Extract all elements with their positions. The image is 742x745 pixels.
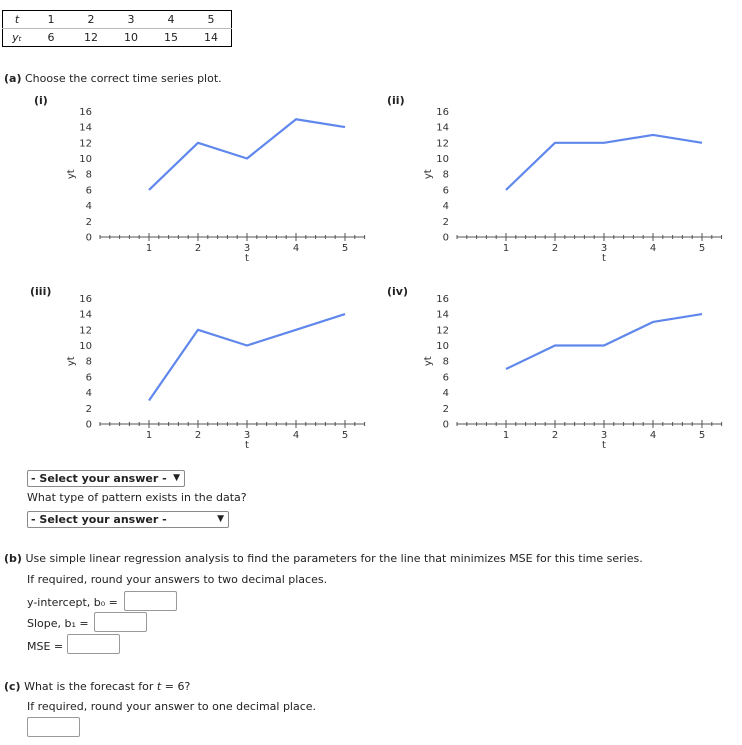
y-tick-label: 10	[79, 341, 92, 352]
slope-label: Slope, b₁ =	[27, 617, 89, 630]
table-cell: 15	[164, 31, 178, 44]
y-tick-label: 2	[85, 403, 92, 415]
y-axis-label: yt	[66, 169, 77, 180]
series-line	[506, 314, 702, 369]
part-b-prompt: Use simple linear regression analysis to find the parameters for the line that minimizes MSE for this time series.	[25, 552, 643, 565]
x-tick-label: 2	[551, 430, 559, 441]
table-cell: 1	[31, 11, 71, 29]
y-tick-label: 4	[85, 388, 92, 400]
y-tick-label: 14	[79, 309, 92, 321]
part-c-var: t	[156, 680, 162, 693]
plot-label-i: (i)	[34, 94, 48, 107]
y-tick-label: 4	[85, 201, 92, 213]
plot-label-ii: (ii)	[387, 94, 405, 107]
y-tick-label: 0	[442, 232, 449, 244]
series-line	[506, 135, 702, 190]
x-tick-label: 3	[243, 243, 251, 254]
y-tick-label: 4	[442, 388, 449, 400]
plot-choice-select[interactable]	[27, 470, 185, 487]
table-cell: 3	[111, 11, 151, 29]
y-tick-label: 4	[442, 201, 449, 213]
x-tick-label: 3	[243, 430, 251, 441]
table-cell: 10	[124, 31, 138, 44]
part-c-number: (c)	[4, 680, 21, 693]
y-tick-label: 0	[85, 232, 92, 244]
x-axis-label: t	[602, 440, 606, 451]
x-tick-label: 1	[145, 430, 153, 441]
chevron-down-icon: ▼	[173, 473, 180, 483]
y-tick-label: 16	[436, 293, 449, 305]
part-b-question	[4, 552, 643, 565]
y-tick-label: 0	[85, 419, 92, 431]
plot-label-iv: (iv)	[387, 285, 408, 298]
x-tick-label: 1	[502, 243, 510, 254]
x-tick-label: 3	[600, 243, 608, 254]
y-tick-label: 12	[436, 138, 449, 150]
series-line	[149, 314, 345, 400]
x-tick-label: 4	[649, 243, 657, 254]
plot-choice-select-value: - Select your answer -	[31, 472, 167, 485]
y-axis-label: yt	[423, 356, 434, 367]
x-tick-label: 1	[502, 430, 510, 441]
slope-input[interactable]	[94, 612, 147, 632]
x-tick-label: 2	[194, 430, 202, 441]
mse-input[interactable]	[67, 634, 120, 654]
y-tick-label: 12	[436, 325, 449, 337]
y-tick-label: 10	[436, 154, 449, 165]
x-tick-label: 1	[145, 243, 153, 254]
y-tick-label: 8	[442, 356, 449, 368]
x-tick-label: 5	[698, 430, 706, 441]
pattern-select[interactable]	[27, 511, 229, 528]
x-tick-label: 3	[600, 430, 608, 441]
pattern-question: What type of pattern exists in the data?	[27, 491, 247, 504]
y-tick-label: 12	[79, 325, 92, 337]
table-cell: 12	[84, 31, 98, 44]
part-c-question	[4, 680, 190, 693]
table-header-t: t	[3, 11, 32, 29]
y-tick-label: 2	[85, 216, 92, 228]
part-c-prompt-post: = 6?	[164, 680, 191, 693]
y-tick-label: 6	[442, 185, 449, 197]
y-tick-label: 6	[85, 372, 92, 384]
series-line	[149, 119, 345, 190]
y-tick-label: 2	[442, 403, 449, 415]
y-tick-label: 10	[436, 341, 449, 352]
x-tick-label: 4	[292, 430, 300, 441]
x-tick-label: 2	[194, 243, 202, 254]
x-axis-label: t	[245, 253, 249, 264]
y-tick-label: 14	[436, 122, 449, 134]
x-tick-label: 5	[341, 430, 349, 441]
y-tick-label: 16	[79, 293, 92, 305]
y-tick-label: 14	[79, 122, 92, 134]
table-header-y: yₜ	[12, 31, 22, 44]
x-axis-label: t	[602, 253, 606, 264]
part-c-rounding: If required, round your answer to one decimal place.	[27, 700, 317, 713]
part-a-number: (a)	[4, 72, 22, 85]
table-cell: 14	[204, 31, 218, 44]
x-tick-label: 4	[649, 430, 657, 441]
forecast-input[interactable]	[27, 717, 80, 737]
y-tick-label: 8	[85, 356, 92, 368]
y-tick-label: 16	[436, 106, 449, 118]
x-tick-label: 4	[292, 243, 300, 254]
table-cell: 2	[71, 11, 111, 29]
y-tick-label: 12	[79, 138, 92, 150]
x-tick-label: 5	[698, 243, 706, 254]
y-tick-label: 10	[79, 154, 92, 165]
intercept-label: y-intercept, b₀ =	[27, 596, 118, 609]
x-tick-label: 5	[341, 243, 349, 254]
intercept-input[interactable]	[124, 591, 177, 611]
y-tick-label: 16	[79, 106, 92, 118]
part-b-rounding: If required, round your answers to two decimal places.	[27, 573, 328, 586]
x-tick-label: 2	[551, 243, 559, 254]
plot-label-iii: (iii)	[30, 285, 52, 298]
y-tick-label: 2	[442, 216, 449, 228]
y-tick-label: 0	[442, 419, 449, 431]
table-cell: 5	[191, 11, 232, 29]
y-axis-label: yt	[66, 356, 77, 367]
y-tick-label: 14	[436, 309, 449, 321]
y-axis-label: yt	[423, 169, 434, 180]
y-tick-label: 8	[85, 169, 92, 181]
mse-label: MSE =	[27, 640, 64, 653]
table-cell: 4	[151, 11, 191, 29]
y-tick-label: 6	[442, 372, 449, 384]
part-a-prompt: Choose the correct time series plot.	[24, 72, 222, 85]
y-tick-label: 6	[85, 185, 92, 197]
y-tick-label: 8	[442, 169, 449, 181]
part-b-number: (b)	[4, 552, 22, 565]
pattern-select-value: - Select your answer -	[31, 513, 167, 526]
table-cell: 6	[47, 31, 55, 44]
part-c-prompt-pre: What is the forecast for	[24, 680, 154, 693]
chevron-down-icon: ▼	[217, 514, 224, 524]
x-axis-label: t	[245, 440, 249, 451]
